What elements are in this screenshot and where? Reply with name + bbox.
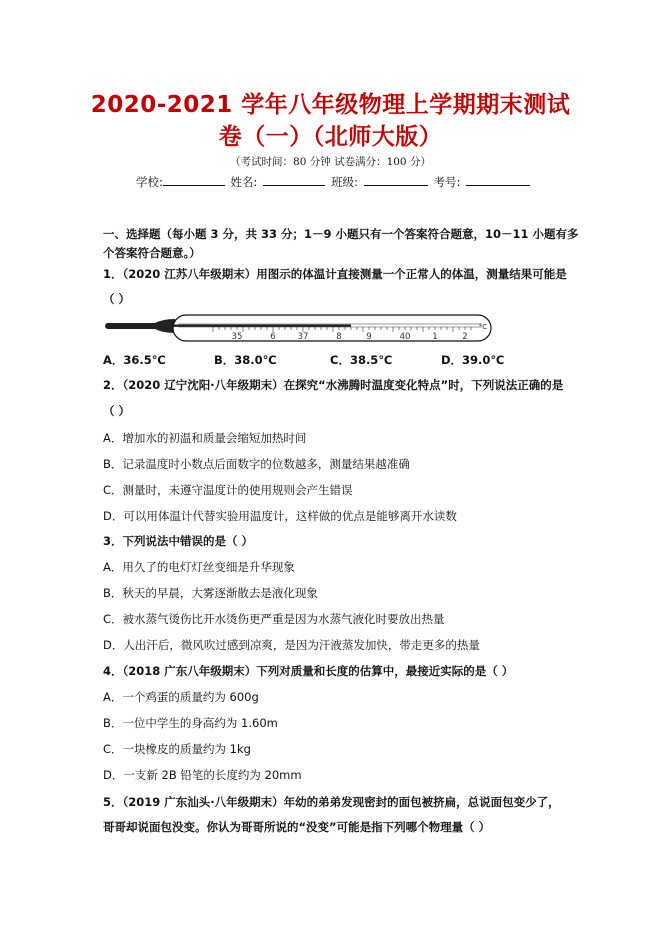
mercury-column <box>173 325 351 327</box>
student-info-line <box>136 174 532 190</box>
q3-option-c[interactable]: C．被水蒸气烫伤比开水烫伤更严重是因为水蒸气液化时要放出热量 <box>103 612 445 626</box>
tick-label-3: 8 <box>336 332 342 342</box>
school-blank <box>163 174 225 186</box>
thermometer-figure <box>103 313 495 345</box>
q1-option-b[interactable]: B．38.0℃ <box>214 353 277 367</box>
q3-stem: 3．下列说法中错误的是（ ） <box>103 534 254 548</box>
q2-stem: 2．（2020 辽宁沈阳·八年级期末）在探究“水沸腾时温度变化特点”时，下列说法正确的是 <box>103 378 564 392</box>
q1-paren: （ ） <box>103 292 131 306</box>
q3-option-b[interactable]: B．秋天的早晨，大雾逐渐散去是液化现象 <box>103 586 318 600</box>
q2-option-a[interactable]: A．增加水的初温和质量会缩短加热时间 <box>103 431 307 445</box>
q2-option-c[interactable]: C．测量时，未遵守温度计的使用规则会产生错误 <box>103 483 353 497</box>
q1-option-a[interactable]: A．36.5℃ <box>103 353 166 367</box>
tick-label-2: 37 <box>297 332 309 342</box>
q4-option-a[interactable]: A．一个鸡蛋的质量约为 600g <box>103 690 259 704</box>
exam-title-line1: 2020-2021 学年八年级物理上学期期末测试 <box>90 92 571 118</box>
number-blank <box>466 174 530 186</box>
thermometer-tube <box>173 315 491 341</box>
unit-label: °C <box>478 323 488 331</box>
exam-subtitle: （考试时间：80 分钟 试卷满分：100 分） <box>230 156 431 168</box>
section-heading-line1: 一、选择题（每小题 3 分，共 33 分；1－9 小题只有一个答案符合题意，10－11 小题有多 <box>103 227 579 241</box>
name-blank <box>263 174 325 186</box>
q4-option-d[interactable]: D．一支新 2B 铅笔的长度约为 20mm <box>103 768 302 782</box>
q1-option-d[interactable]: D．39.0℃ <box>441 353 505 367</box>
q4-option-b[interactable]: B．一位中学生的身高约为 1.60m <box>103 716 278 730</box>
q2-option-b[interactable]: B．记录温度时小数点后面数字的位数越多，测量结果越准确 <box>103 457 410 471</box>
tick-label-0: 35 <box>231 332 243 342</box>
tick-label-4: 9 <box>366 332 372 342</box>
q4-stem: 4．（2018 广东八年级期末）下列对质量和长度的估算中，最接近实际的是（ ） <box>103 664 514 678</box>
class-blank <box>364 174 428 186</box>
q1-options <box>103 352 523 368</box>
number-label: 考号: <box>433 175 461 189</box>
thermometer-bulb <box>105 319 175 333</box>
q3-option-a[interactable]: A．用久了的电灯灯丝变细是升华现象 <box>103 560 295 574</box>
tick-label-1: 6 <box>270 332 276 342</box>
q1-option-c[interactable]: C．38.5℃ <box>330 353 393 367</box>
name-label: 姓名: <box>230 175 258 189</box>
q5-stem-line1: 5．（2019 广东汕头·八年级期末）年幼的弟弟发现密封的面包被挤扁，总说面包变少了， <box>103 795 560 809</box>
exam-title-line2: 卷（一）（北师大版） <box>218 124 443 150</box>
q2-paren: （ ） <box>103 404 131 418</box>
q5-stem-line2: 哥哥却说面包没变。你认为哥哥所说的“没变”可能是指下列哪个物理量（ ） <box>103 820 491 834</box>
q4-option-c[interactable]: C．一块橡皮的质量约为 1kg <box>103 742 251 756</box>
q2-option-d[interactable]: D．可以用体温计代替实验用温度计，这样做的优点是能够离开水读数 <box>103 509 457 523</box>
section-heading-line2: 个答案符合题意。） <box>103 246 201 260</box>
q3-option-d[interactable]: D．人出汗后，微风吹过感到凉爽，是因为汗液蒸发加快，带走更多的热量 <box>103 638 480 652</box>
q1-stem: 1．（2020 江苏八年级期末）用图示的体温计直接测量一个正常人的体温，测量结果可能是 <box>103 267 567 281</box>
class-label: 班级: <box>331 175 358 189</box>
tick-label-7: 2 <box>462 332 468 342</box>
tick-label-5: 40 <box>399 332 411 342</box>
school-label: 学校: <box>136 175 163 189</box>
tick-label-6: 1 <box>432 332 438 342</box>
